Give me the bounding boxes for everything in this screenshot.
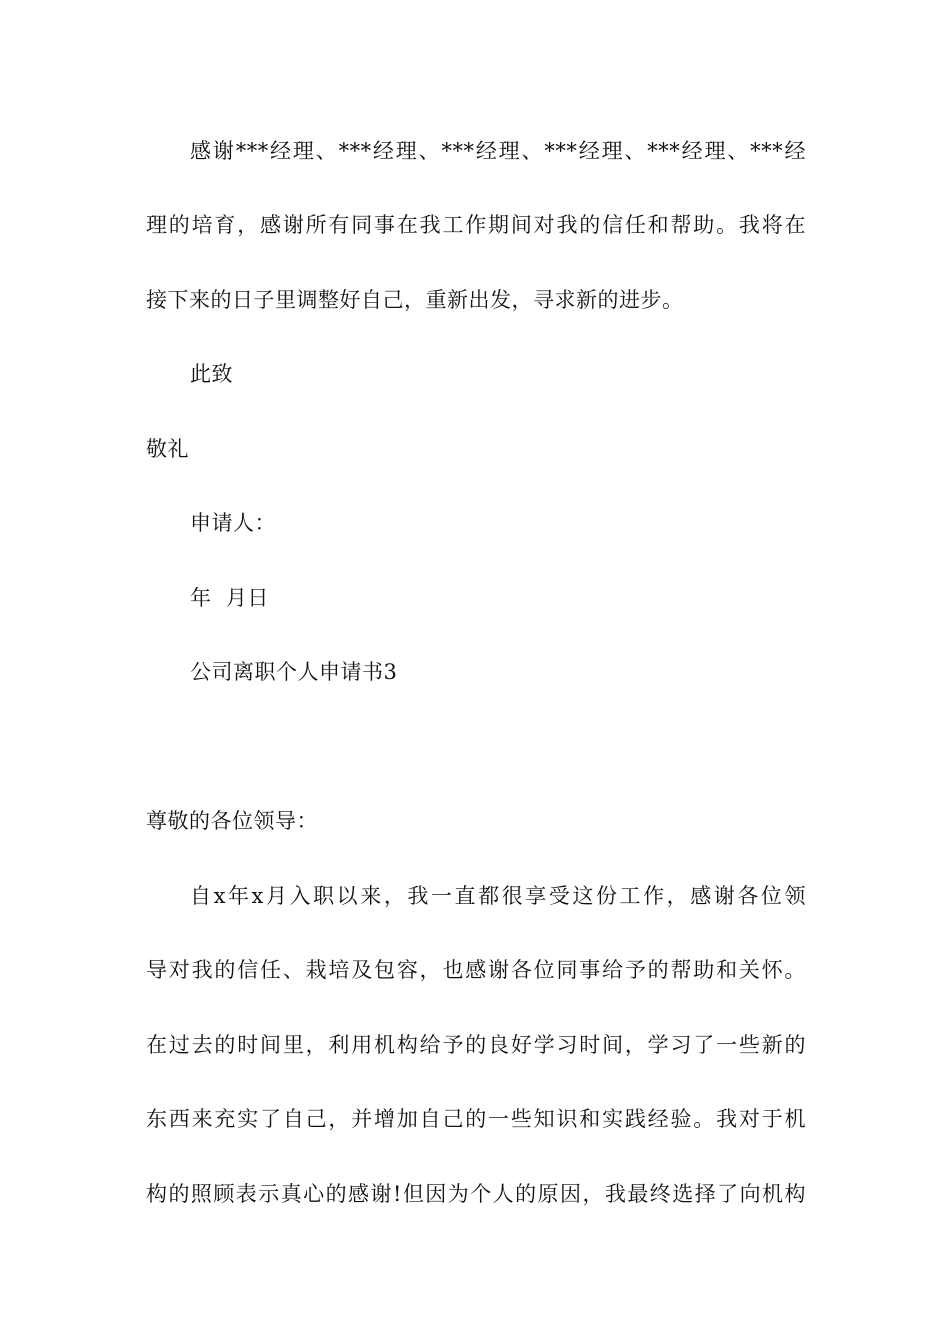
date-line: 年 月日: [190, 586, 269, 610]
paragraph-line: 理的培育，感谢所有同事在我工作期间对我的信任和帮助。我将在: [146, 213, 806, 237]
closing-regards: 敬礼: [146, 437, 189, 461]
paragraph-line: 感谢***经理、***经理、***经理、***经理、***经理、***经: [190, 139, 806, 163]
paragraph-line: 构的照顾表示真心的感谢!但因为个人的原因，我最终选择了向机构: [146, 1182, 806, 1206]
paragraph-line: 自x年x月入职以来，我一直都很享受这份工作，感谢各位领: [190, 884, 806, 908]
section-title: 公司离职个人申请书3: [190, 660, 398, 684]
applicant-label: 申请人：: [190, 511, 276, 535]
paragraph-line: 东西来充实了自己，并增加自己的一些知识和实践经验。我对于机: [146, 1107, 806, 1131]
paragraph-line: 导对我的信任、栽培及包容，也感谢各位同事给予的帮助和关怀。: [146, 958, 806, 982]
paragraph-line: 接下来的日子里调整好自己，重新出发，寻求新的进步。: [146, 288, 684, 312]
greeting: 尊敬的各位领导：: [146, 809, 318, 833]
paragraph-line: 在过去的时间里，利用机构给予的良好学习时间，学习了一些新的: [146, 1033, 806, 1057]
closing-salutation: 此致: [190, 362, 233, 386]
